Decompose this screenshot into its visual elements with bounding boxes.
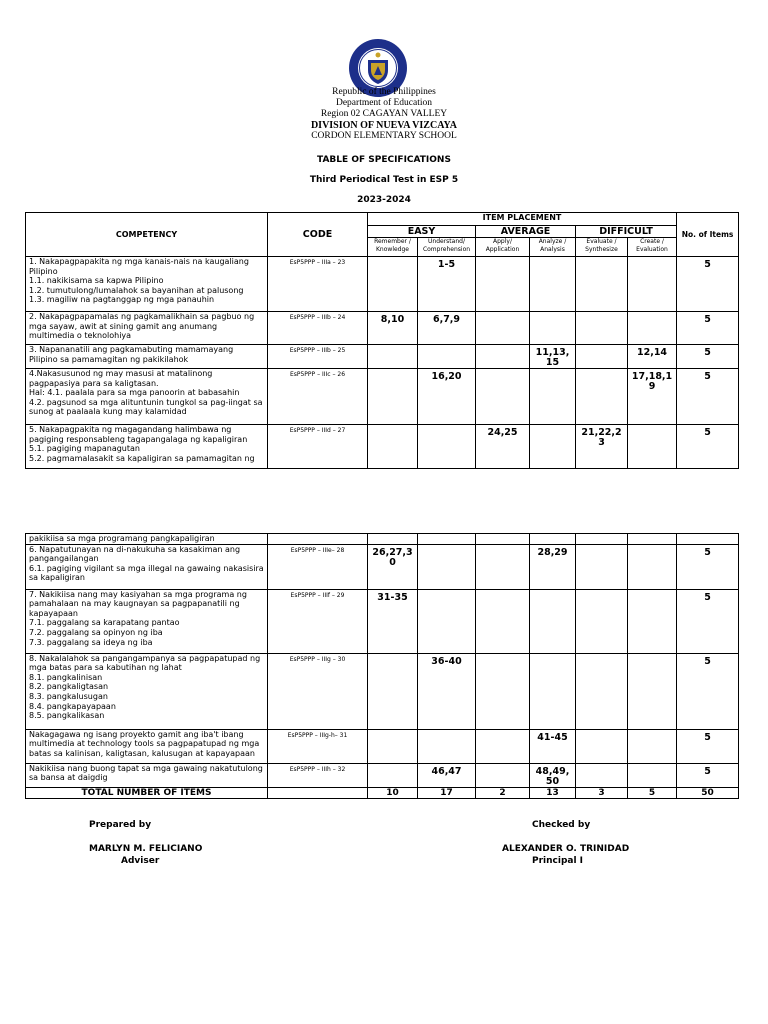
item-placement-cell bbox=[530, 589, 576, 653]
item-placement-cell bbox=[530, 534, 576, 545]
subheader-evaluate: Evaluate / Synthesize bbox=[576, 238, 628, 257]
item-placement-cell bbox=[418, 345, 476, 369]
code-cell: EsP5PPP – IIIe– 28 bbox=[268, 544, 368, 589]
total-items: 50 bbox=[677, 787, 739, 798]
item-placement-cell: 31-35 bbox=[368, 589, 418, 653]
code-cell bbox=[268, 534, 368, 545]
total-value: 10 bbox=[368, 787, 418, 798]
item-placement-cell bbox=[418, 729, 476, 763]
republic-line: Republic of the Philippines bbox=[332, 87, 436, 97]
competency-cell: Nakagagawa ng isang proyekto gamit ang iba't ibang multimedia at technology tools sa pagpapatupad ng mga batas sa kalinisan, kaligtasan, kalusugan at kapayapaan bbox=[26, 729, 268, 763]
average-header: AVERAGE bbox=[476, 226, 576, 238]
item-placement-cell bbox=[368, 729, 418, 763]
item-placement-cell bbox=[476, 589, 530, 653]
specifications-table-page2 bbox=[25, 533, 739, 799]
item-placement-cell bbox=[368, 763, 418, 787]
total-code-cell bbox=[268, 787, 368, 798]
competency-cell: Nakikiisa nang buong tapat sa mga gawaing nakatutulong sa bansa at daigdig bbox=[26, 763, 268, 787]
code-cell: EsP5PPP – IIId – 27 bbox=[268, 425, 368, 469]
table-row bbox=[26, 257, 739, 312]
item-placement-cell bbox=[628, 425, 677, 469]
items-count-cell: 5 bbox=[677, 653, 739, 729]
subheader-analyze: Analyze / Analysis bbox=[530, 238, 576, 257]
items-count-cell: 5 bbox=[677, 312, 739, 345]
item-placement-cell: 21,22,2 3 bbox=[576, 425, 628, 469]
difficult-header: DIFFICULT bbox=[576, 226, 677, 238]
subheader-create: Create / Evaluation bbox=[628, 238, 677, 257]
code-cell: EsP5PPP – IIIb – 24 bbox=[268, 312, 368, 345]
subheader-remember: Remember / Knowledge bbox=[368, 238, 418, 257]
item-placement-cell bbox=[368, 653, 418, 729]
school-year: 2023-2024 bbox=[357, 195, 411, 205]
table-row bbox=[26, 544, 739, 589]
item-placement-cell bbox=[368, 425, 418, 469]
specifications-table-page1 bbox=[25, 212, 739, 469]
code-cell: EsP5PPP – IIIg-h– 31 bbox=[268, 729, 368, 763]
table-row bbox=[26, 763, 739, 787]
item-placement-cell bbox=[476, 369, 530, 425]
total-value: 2 bbox=[476, 787, 530, 798]
total-value: 17 bbox=[418, 787, 476, 798]
document-subtitle: Third Periodical Test in ESP 5 bbox=[309, 175, 459, 185]
item-placement-cell bbox=[576, 589, 628, 653]
item-placement-cell bbox=[576, 312, 628, 345]
item-placement-cell bbox=[628, 763, 677, 787]
item-placement-cell bbox=[418, 589, 476, 653]
item-placement-cell bbox=[418, 425, 476, 469]
easy-header: EASY bbox=[368, 226, 476, 238]
items-count-cell: 5 bbox=[677, 369, 739, 425]
items-count-cell: 5 bbox=[677, 345, 739, 369]
items-count-cell: 5 bbox=[677, 257, 739, 312]
items-count-cell: 5 bbox=[677, 425, 739, 469]
item-placement-cell: 48,49, 50 bbox=[530, 763, 576, 787]
item-placement-cell bbox=[368, 534, 418, 545]
item-placement-cell bbox=[576, 544, 628, 589]
items-count-cell: 5 bbox=[677, 589, 739, 653]
competency-cell: 8. Nakalalahok sa pangangampanya sa pagpapatupad ng mga batas para sa kabutihan ng lahat 8.1. pangkalinisan 8.2. pangkaligtasan 8.3. pangkalusugan 8.4. pangkapayapaan 8.5. pangkalikasan bbox=[26, 653, 268, 729]
item-placement-cell bbox=[628, 729, 677, 763]
item-placement-cell bbox=[628, 534, 677, 545]
item-placement-cell bbox=[576, 345, 628, 369]
table-row bbox=[26, 312, 739, 345]
total-value: 3 bbox=[576, 787, 628, 798]
item-placement-cell bbox=[476, 763, 530, 787]
document-title: TABLE OF SPECIFICATIONS bbox=[317, 155, 451, 165]
items-count-cell: 5 bbox=[677, 763, 739, 787]
division-line: DIVISION OF NUEVA VIZCAYA bbox=[310, 120, 458, 131]
checked-by-name: ALEXANDER O. TRINIDAD bbox=[502, 844, 630, 854]
subheader-understand: Understand/ Comprehension bbox=[418, 238, 476, 257]
item-placement-cell: 28,29 bbox=[530, 544, 576, 589]
total-row bbox=[26, 787, 739, 798]
department-line: Department of Education bbox=[335, 98, 433, 108]
code-cell: EsP5PPP – IIIb – 25 bbox=[268, 345, 368, 369]
checked-by-label: Checked by bbox=[532, 820, 591, 830]
item-placement-cell: 16,20 bbox=[418, 369, 476, 425]
item-placement-cell bbox=[530, 312, 576, 345]
code-cell: EsP5PPP – IIIf – 29 bbox=[268, 589, 368, 653]
table-row bbox=[26, 729, 739, 763]
region-line: Region 02 CAGAYAN VALLEY bbox=[320, 109, 448, 119]
item-placement-header: ITEM PLACEMENT bbox=[368, 213, 677, 226]
competency-cell: 5. Nakapagpakita ng magagandang halimbawa ng pagiging responsableng tagapangalaga ng kapaligiran 5.1. pagiging mapanagutan 5.2. pagmamalasakit sa kapaligiran sa pamamagitan ng bbox=[26, 425, 268, 469]
subheader-apply: Apply/ Application bbox=[476, 238, 530, 257]
item-placement-cell bbox=[628, 589, 677, 653]
item-placement-cell: 41-45 bbox=[530, 729, 576, 763]
items-count-cell bbox=[677, 534, 739, 545]
competency-cell: 3. Napananatili ang pagkamabuting mamamayang Pilipino sa pamamagitan ng pakikilahok bbox=[26, 345, 268, 369]
code-cell: EsP5PPP – IIIg – 30 bbox=[268, 653, 368, 729]
item-placement-cell bbox=[476, 534, 530, 545]
item-placement-cell bbox=[576, 369, 628, 425]
item-placement-cell: 36-40 bbox=[418, 653, 476, 729]
table-row bbox=[26, 345, 739, 369]
item-placement-cell: 11,13, 15 bbox=[530, 345, 576, 369]
item-placement-cell bbox=[418, 544, 476, 589]
item-placement-cell bbox=[418, 534, 476, 545]
item-placement-cell: 24,25 bbox=[476, 425, 530, 469]
prepared-by-name: MARLYN M. FELICIANO bbox=[89, 844, 203, 854]
item-placement-cell: 17,18,1 9 bbox=[628, 369, 677, 425]
competency-cell: pakikiisa sa mga programang pangkapaligiran bbox=[26, 534, 268, 545]
item-placement-cell bbox=[476, 653, 530, 729]
item-placement-cell bbox=[576, 763, 628, 787]
code-cell: EsP5PPP – IIIh – 32 bbox=[268, 763, 368, 787]
item-placement-cell: 26,27,3 0 bbox=[368, 544, 418, 589]
table-row bbox=[26, 534, 739, 545]
item-placement-cell bbox=[476, 729, 530, 763]
item-placement-cell: 8,10 bbox=[368, 312, 418, 345]
competency-cell: 4.Nakasusunod ng may masusi at matalinong pagpapasiya para sa kaligtasan. Hal: 4.1. paalala para sa mga panoorin at babasahin 4.2. pagsunod sa mga alituntunin tungkol sa pag-iingat sa sunog at paalaala kung may kalamidad bbox=[26, 369, 268, 425]
item-placement-cell bbox=[628, 257, 677, 312]
item-placement-cell bbox=[476, 257, 530, 312]
item-placement-cell bbox=[368, 257, 418, 312]
prepared-by-label: Prepared by bbox=[89, 820, 152, 830]
items-count-cell: 5 bbox=[677, 729, 739, 763]
table-row bbox=[26, 425, 739, 469]
item-placement-cell bbox=[628, 653, 677, 729]
item-placement-cell bbox=[476, 345, 530, 369]
competency-cell: 1. Nakapagpapakita ng mga kanais-nais na kaugaliang Pilipino 1.1. nakikisama sa kapwa Pilipino 1.2. tumutulong/lumalahok sa bayanihan at palusong 1.3. magiliw na pagtanggap ng mga panauhin bbox=[26, 257, 268, 312]
items-count-cell: 5 bbox=[677, 544, 739, 589]
competency-cell: 6. Napatutunayan na di-nakukuha sa kasakiman ang pangangailangan 6.1. pagiging vigilant sa mga illegal na gawaing nakasisira sa kapaligiran bbox=[26, 544, 268, 589]
items-header: No. of Items bbox=[677, 213, 739, 257]
prepared-by-role: Adviser bbox=[121, 856, 160, 866]
item-placement-cell bbox=[530, 369, 576, 425]
item-placement-cell bbox=[368, 369, 418, 425]
item-placement-cell: 12,14 bbox=[628, 345, 677, 369]
competency-header: COMPETENCY bbox=[26, 213, 268, 257]
item-placement-cell bbox=[530, 257, 576, 312]
item-placement-cell bbox=[576, 534, 628, 545]
code-cell: EsP5PPP – IIIc – 26 bbox=[268, 369, 368, 425]
item-placement-cell bbox=[576, 653, 628, 729]
item-placement-cell bbox=[628, 312, 677, 345]
school-line: CORDON ELEMENTARY SCHOOL bbox=[311, 131, 457, 141]
table-row bbox=[26, 589, 739, 653]
item-placement-cell bbox=[576, 729, 628, 763]
total-value: 13 bbox=[530, 787, 576, 798]
total-label: TOTAL NUMBER OF ITEMS bbox=[26, 787, 268, 798]
competency-cell: 2. Nakapagpapamalas ng pagkamalikhain sa pagbuo ng mga sayaw, awit at sining gamit ang anumang multimedia o teknolohiya bbox=[26, 312, 268, 345]
item-placement-cell bbox=[476, 544, 530, 589]
item-placement-cell: 46,47 bbox=[418, 763, 476, 787]
item-placement-cell bbox=[476, 312, 530, 345]
table-row bbox=[26, 369, 739, 425]
item-placement-cell: 1-5 bbox=[418, 257, 476, 312]
code-header: CODE bbox=[268, 213, 368, 257]
item-placement-cell bbox=[530, 425, 576, 469]
table-row bbox=[26, 653, 739, 729]
item-placement-cell bbox=[368, 345, 418, 369]
item-placement-cell bbox=[628, 544, 677, 589]
item-placement-cell: 6,7,9 bbox=[418, 312, 476, 345]
total-value: 5 bbox=[628, 787, 677, 798]
competency-cell: 7. Nakikiisa nang may kasiyahan sa mga programa ng pamahalaan na may kaugnayan sa pagpapanatili ng kapayapaan 7.1. paggalang sa karapatang pantao 7.2. paggalang sa opinyon ng iba 7.3. paggalang sa ideya ng iba bbox=[26, 589, 268, 653]
checked-by-role: Principal I bbox=[532, 856, 584, 866]
item-placement-cell bbox=[576, 257, 628, 312]
item-placement-cell bbox=[530, 653, 576, 729]
code-cell: EsP5PPP – IIIa – 23 bbox=[268, 257, 368, 312]
